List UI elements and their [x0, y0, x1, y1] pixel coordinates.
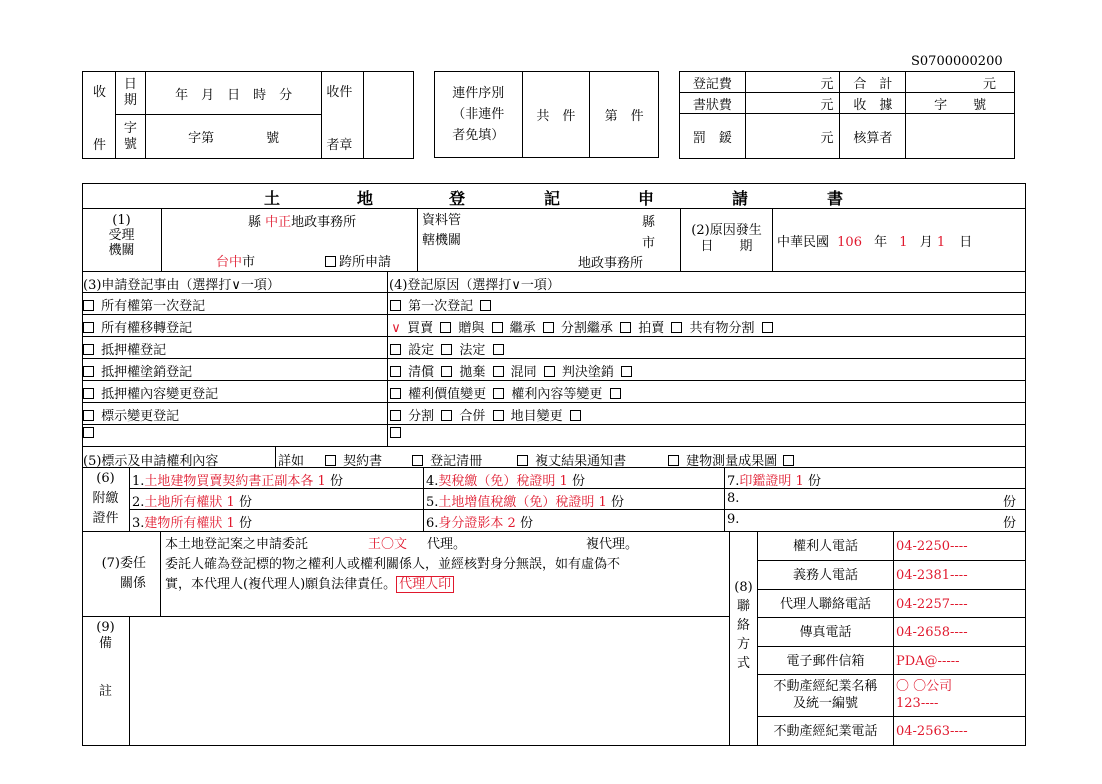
sec4-option-label: 買賣: [403, 321, 438, 336]
checkbox[interactable]: [83, 300, 94, 311]
sec6-label: (6) 附繳 證件: [82, 468, 130, 531]
sec3-option-label: 抵押權塗銷登記: [97, 365, 193, 380]
serial-label: 連件序別 （非連件 者免填）: [435, 72, 523, 158]
receipt-label-shou: 收: [93, 85, 107, 100]
sec7-label: (7)委任 關係: [82, 532, 161, 616]
sec8-label: (8) 聯 絡 方 式: [730, 532, 758, 745]
zi-field[interactable]: 字第 號: [145, 115, 322, 159]
sec5-label: (5)標示及申請權利內容: [83, 454, 219, 469]
agent-name: 王〇文: [368, 537, 408, 552]
checker-label: 核算者: [840, 114, 906, 159]
sec34-row: [82, 424, 1026, 446]
checkbox[interactable]: [440, 322, 451, 333]
sec6-block: [82, 468, 1026, 532]
contact-label: 代理人聯絡電話: [758, 590, 894, 617]
jurisdiction-county: 縣: [642, 215, 656, 230]
sec4-option-label: 混同: [506, 365, 541, 380]
reg-fee-field[interactable]: 元: [745, 72, 840, 93]
sec5-item[interactable]: 契約書: [322, 450, 382, 469]
contact-row: [758, 717, 1026, 746]
fine-label: 罰 鍰: [680, 114, 746, 159]
serial-box: [434, 71, 659, 158]
sec34-row: [82, 359, 1026, 381]
sec4-option-label: 贈與: [454, 321, 489, 336]
sec3-option-label: 所有權第一次登記: [97, 299, 206, 314]
checkbox[interactable]: [610, 388, 621, 399]
attachment-item[interactable]: 6.身分證影本 2 份: [424, 510, 725, 531]
sec4-options: [388, 381, 624, 402]
checkbox[interactable]: [493, 388, 504, 399]
contact-label: 權利人電話: [758, 532, 894, 560]
sec3-option[interactable]: [82, 381, 388, 402]
title-char: 書: [827, 189, 844, 208]
jurisdiction-label: 資料管 轄機關: [422, 213, 462, 248]
sec4-options: [388, 337, 507, 358]
receiver-label-top: 收件: [326, 85, 353, 100]
sec5-item[interactable]: 建物測量成果圖: [665, 450, 797, 469]
sec4-option-label: 權利內容等變更: [507, 387, 607, 402]
receipt-field[interactable]: 字 號: [906, 93, 1015, 114]
fine-field[interactable]: 元: [745, 114, 840, 159]
attachment-item[interactable]: 3.建物所有權狀 1 份: [130, 510, 424, 531]
sec4-options: [388, 315, 776, 336]
attachment-item[interactable]: 5.土地增值稅繳（免）稅證明 1 份: [424, 489, 725, 510]
sec5-row: [82, 446, 1026, 468]
cause-date-field[interactable]: 中華民國 106 年 1 月 1 日: [777, 235, 973, 250]
sec34-row: [82, 381, 1026, 403]
sec4-option-label: 地目變更: [506, 409, 567, 424]
checkbox[interactable]: [412, 455, 423, 466]
sec7-block: [82, 532, 730, 617]
receipt-label-jian: 件: [93, 138, 107, 153]
fees-box: [679, 71, 1015, 159]
receiver-stamp-field[interactable]: [364, 72, 414, 159]
sec4-option-label: 拋棄: [455, 365, 490, 380]
checkbox[interactable]: [762, 322, 773, 333]
serial-index-field[interactable]: 第 件: [590, 72, 659, 158]
checkbox[interactable]: [570, 410, 581, 421]
sec4-options: [388, 424, 404, 446]
sec4-option-label: 判決塗銷: [557, 365, 619, 380]
serial-total-field[interactable]: 共 件: [522, 72, 590, 158]
receiver-label-bottom: 者章: [326, 138, 353, 153]
receipt-label: 收 據: [840, 93, 906, 114]
checkbox[interactable]: [441, 410, 452, 421]
sec7-content[interactable]: 本土地登記案之申請委託 王〇文 代理。 複代理。 委託人確為登記標的物之權利人或權利關係人，並經核對身分無誤，如有虛偽不 實，本代理人(複代理人)願負法律責任。 代理人印: [165, 537, 639, 592]
checkbox[interactable]: [492, 322, 503, 333]
checkbox[interactable]: [441, 366, 452, 377]
office-county: 縣 中正地政事務所: [248, 215, 357, 230]
sec3-option[interactable]: [82, 293, 388, 314]
contact-value[interactable]: 04-2658----: [896, 625, 968, 640]
title-char: 地: [357, 189, 374, 208]
cross-office-option[interactable]: 跨所申請: [322, 251, 391, 270]
checkbox[interactable]: [493, 410, 504, 421]
sec9-label: (9) 備 註: [82, 617, 130, 745]
sec4-option-label: 法定: [455, 343, 490, 358]
zi-label: 字 號: [115, 115, 145, 159]
checkbox[interactable]: [83, 322, 94, 333]
sec3-option[interactable]: [82, 403, 388, 424]
attachment-item[interactable]: 1.土地建物買賣契約書正副本各 1 份: [130, 468, 424, 489]
title-char: 記: [544, 189, 561, 208]
checkbox[interactable]: [783, 455, 794, 466]
checker-field[interactable]: [906, 114, 1015, 159]
checkbox[interactable]: [390, 427, 401, 438]
sec3-option[interactable]: [82, 337, 388, 358]
sec9-block: [82, 617, 730, 746]
checkbox[interactable]: [83, 410, 94, 421]
document-code: S0700000200: [911, 54, 1003, 69]
sec4-option-label: 分割: [404, 409, 439, 424]
sec4-option-label: 清償: [404, 365, 439, 380]
title-char: 土: [264, 189, 281, 208]
sec4-option-label: 合併: [455, 409, 490, 424]
sec5-item[interactable]: 複丈結果通知書: [514, 450, 626, 469]
sec3-option[interactable]: [82, 315, 388, 336]
sec34-row: [82, 403, 1026, 425]
sec34-row: [82, 293, 1026, 315]
checkbox[interactable]: [390, 300, 401, 311]
receipt-shou-jian: [83, 72, 116, 159]
checkbox[interactable]: [620, 322, 631, 333]
checkbox[interactable]: [83, 427, 94, 438]
checkbox[interactable]: [493, 344, 504, 355]
contact-row: [758, 590, 1026, 618]
contact-label: 不動產經紀業電話: [758, 717, 894, 745]
date-label: 日 期: [115, 72, 145, 115]
sec4-option-label: 設定: [404, 343, 439, 358]
remarks-field[interactable]: [130, 617, 730, 745]
sec4-option-label: 權利價值變更: [404, 387, 491, 402]
contact-value[interactable]: 04-2257----: [896, 597, 968, 612]
title-char: 請: [732, 189, 749, 208]
sec4-options: [388, 403, 584, 424]
attachment-item[interactable]: 9. 份: [727, 512, 1016, 531]
checkbox[interactable]: [493, 366, 504, 377]
checkbox[interactable]: [390, 388, 401, 399]
checkbox[interactable]: [390, 344, 401, 355]
contact-value[interactable]: 04-2250----: [896, 539, 968, 554]
sec3-option-label: 所有權移轉登記: [97, 321, 193, 336]
attachment-item[interactable]: 2.土地所有權狀 1 份: [130, 489, 424, 510]
jurisdiction-field[interactable]: [466, 209, 681, 271]
attachment-item[interactable]: 4.契稅繳（免）稅證明 1 份: [424, 468, 725, 489]
sec3-option-label: 標示變更登記: [97, 409, 180, 424]
sec5-item[interactable]: 登記清冊: [409, 450, 482, 469]
date-field[interactable]: 年 月 日 時 分: [145, 72, 322, 115]
office-city: 台中市: [216, 255, 256, 270]
contact-row: [758, 532, 1026, 561]
contact-value[interactable]: PDA@-----: [896, 654, 960, 669]
sec4-header: (4)登記原因（選擇打∨一項）: [388, 272, 1026, 293]
checkbox[interactable]: [480, 300, 491, 311]
checkbox[interactable]: [390, 366, 401, 377]
contact-row: [758, 561, 1026, 590]
sec8-block: [730, 532, 1026, 746]
contact-label: 傳真電話: [758, 618, 894, 646]
reg-fee-label: 登記費: [680, 72, 746, 93]
checkbox[interactable]: [668, 455, 679, 466]
sec5-detail: 詳如: [278, 454, 305, 469]
cross-office-checkbox[interactable]: [325, 256, 336, 267]
office-label: (1) 受理 機關: [82, 209, 162, 271]
check-mark[interactable]: ∨: [391, 321, 401, 336]
sec3-option[interactable]: [82, 424, 388, 446]
attachment-item[interactable]: 7.印鑑證明 1 份: [725, 468, 1026, 489]
checkbox[interactable]: [83, 366, 94, 377]
sec3-option-label: 抵押權內容變更登記: [97, 387, 219, 402]
checkbox[interactable]: [83, 344, 94, 355]
sec3-header: (3)申請登記事由（選擇打∨一項）: [82, 272, 388, 293]
sec34-row: [82, 337, 1026, 359]
checkbox[interactable]: [517, 455, 528, 466]
attachment-item[interactable]: 8. 份: [725, 489, 1026, 510]
title-char: 申: [638, 189, 655, 208]
checkbox[interactable]: [83, 388, 94, 399]
checkbox[interactable]: [543, 322, 554, 333]
checkbox[interactable]: [325, 455, 336, 466]
contact-label: 義務人電話: [758, 561, 894, 589]
sec4-options: [388, 359, 635, 380]
book-fee-label: 書狀費: [680, 93, 746, 114]
jurisdiction-city: 市: [642, 236, 656, 251]
receipt-box: [82, 71, 414, 159]
sec4-option-label: 共有物分割: [685, 321, 759, 336]
contact-label: 不動產經紀業名稱 及統一編號: [758, 675, 894, 716]
sec3-option-label: 抵押權登記: [97, 343, 167, 358]
sec4-option-label: 繼承: [505, 321, 540, 336]
office-row: [82, 209, 1026, 272]
contact-label: 電子郵件信箱: [758, 647, 894, 674]
total-label: 合 計: [840, 72, 906, 93]
receiver-label: [322, 72, 364, 159]
checkbox[interactable]: [390, 410, 401, 421]
form-title: [82, 183, 1026, 209]
sec4-options: [388, 293, 494, 314]
sec4-option-label: 拍賣: [634, 321, 669, 336]
contact-value[interactable]: 04-2563----: [896, 724, 968, 739]
agent-seal: 代理人印: [396, 576, 454, 593]
jurisdiction-office: 地政事務所: [578, 256, 644, 271]
contact-row: [758, 618, 1026, 647]
sec3-option[interactable]: [82, 359, 388, 380]
sec34-row: [82, 315, 1026, 337]
checkbox[interactable]: [671, 322, 682, 333]
sec4-option-label: 分割繼承: [556, 321, 618, 336]
book-fee-field[interactable]: 元: [745, 93, 840, 114]
title-char: 登: [449, 189, 466, 208]
cause-date-label: (2)原因發生 日 期: [681, 209, 773, 271]
total-field[interactable]: 元: [906, 72, 1015, 93]
checkbox[interactable]: [621, 366, 632, 377]
contact-value[interactable]: 〇 〇公司 123----: [896, 679, 953, 711]
checkbox[interactable]: [441, 344, 452, 355]
contact-value[interactable]: 04-2381----: [896, 568, 968, 583]
office-field[interactable]: [162, 209, 418, 271]
contact-row: [758, 647, 1026, 675]
sec4-option-label: 第一次登記: [404, 299, 478, 314]
contact-row: [758, 675, 1026, 717]
checkbox[interactable]: [544, 366, 555, 377]
